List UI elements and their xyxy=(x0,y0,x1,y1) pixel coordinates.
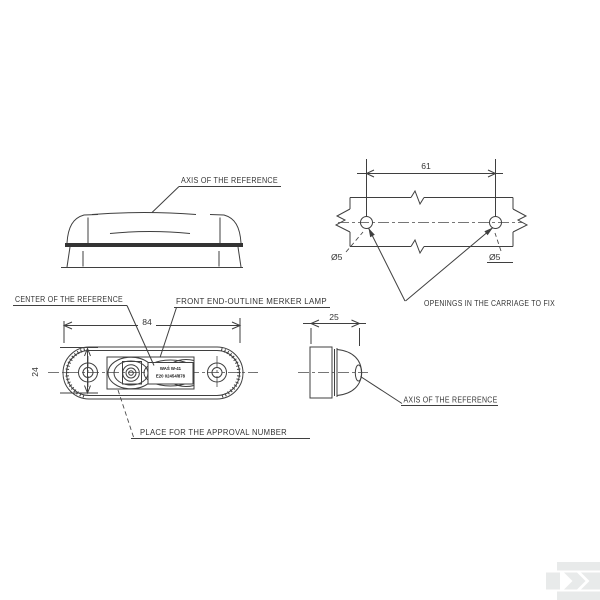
dimension-84 xyxy=(64,317,240,343)
serrated-edge-right xyxy=(221,350,239,397)
center-reference-label: CENTER OF THE REFERENCE xyxy=(15,295,123,304)
kramp-logo-watermark xyxy=(546,562,600,600)
mounting-holes-view xyxy=(331,159,555,308)
approval-number-label: PLACE FOR THE APPROVAL NUMBER xyxy=(140,428,288,437)
lens-area xyxy=(107,357,206,389)
hole-diameter-callout-right xyxy=(487,233,513,263)
axis-reference-callout-top xyxy=(152,176,281,213)
marking-line-1: WAŚ W-41 xyxy=(159,366,182,371)
dim-value-25: 25 xyxy=(329,312,339,322)
center-reference-callout xyxy=(13,295,154,366)
lamp-top-profile xyxy=(61,213,243,268)
side-elevation-view xyxy=(61,176,281,268)
axis-reference-label-top: AXIS OF THE REFERENCE xyxy=(181,176,278,185)
leader-line xyxy=(152,187,179,213)
front-lamp-label: FRONT END-OUTLINE MERKER LAMP xyxy=(176,297,327,306)
logo-chevron xyxy=(564,573,586,590)
dimension-25 xyxy=(303,312,366,346)
dim-value-61: 61 xyxy=(421,161,431,171)
logo-top-bar xyxy=(557,562,600,571)
axis-reference-callout-side xyxy=(361,377,499,406)
dia-label-left: Ø5 xyxy=(331,252,343,262)
serrated-edge-left xyxy=(67,350,85,397)
approval-marking-box xyxy=(148,363,193,385)
openings-label: OPENINGS IN THE CARRIAGE TO FIX xyxy=(424,299,556,308)
dim-value-84: 84 xyxy=(142,317,152,327)
axis-reference-label-side: AXIS OF THE REFERENCE xyxy=(403,395,498,405)
dim-value-24: 24 xyxy=(30,367,40,377)
logo-bottom-bar xyxy=(557,592,600,600)
lamp-end-profile xyxy=(298,347,368,398)
front-lamp-callout xyxy=(160,297,330,358)
approval-number-callout xyxy=(117,387,310,439)
lens-axis-tip xyxy=(355,365,361,381)
dia-label-right: Ø5 xyxy=(489,252,501,262)
logo-left-bar xyxy=(546,573,560,590)
openings-callout xyxy=(369,228,556,309)
dimension-24 xyxy=(30,348,98,394)
front-view xyxy=(13,295,330,439)
end-view xyxy=(298,312,498,406)
dimension-61 xyxy=(357,159,503,217)
marking-line-2: E20 02454/878 xyxy=(155,373,186,379)
